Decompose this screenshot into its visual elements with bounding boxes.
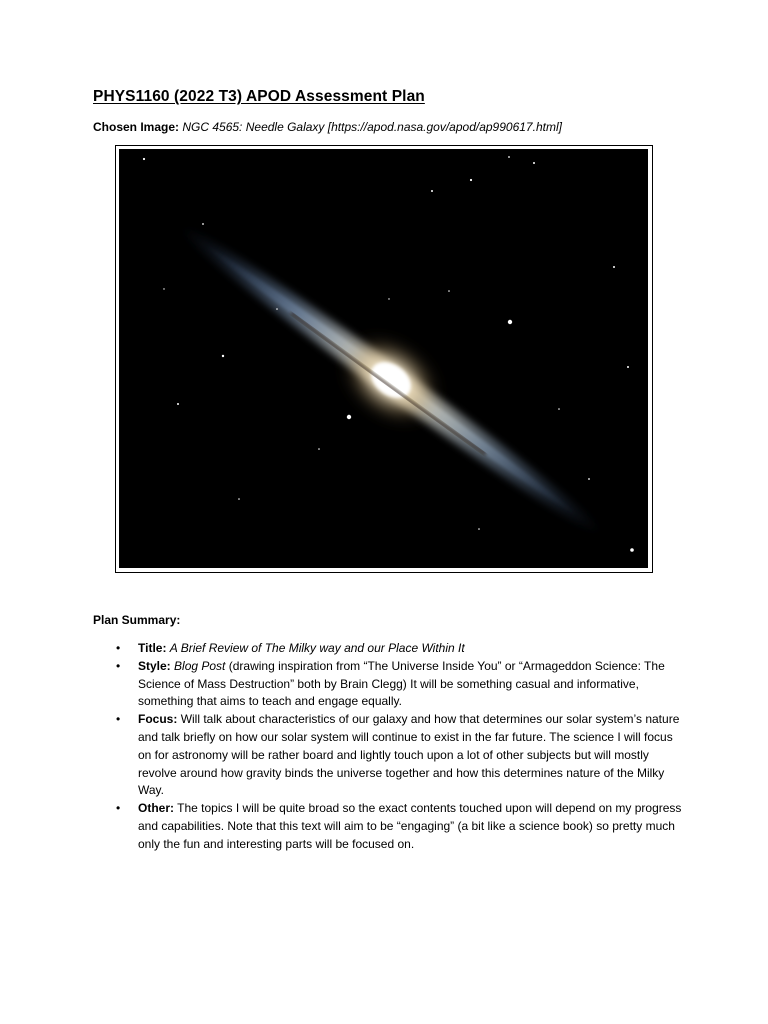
- chosen-image-label: Chosen Image:: [93, 120, 180, 134]
- list-item-title: [116, 640, 686, 658]
- bullet-text: (drawing inspiration from “The Universe Inside You” or “Armageddon Science: The Science of Mass Destruction” both by Brain Clegg) It will be something casual and informative, something that aims to teach and engage equally.: [138, 658, 665, 709]
- plan-summary-heading: Plan Summary:: [93, 613, 181, 627]
- list-item-focus: [116, 711, 686, 800]
- bullet-label: Focus:: [138, 712, 178, 727]
- list-item-other: [116, 800, 686, 853]
- bullet-emphasis: Blog Post: [174, 658, 226, 673]
- bullet-label: Style:: [138, 658, 171, 673]
- list-item-style: [116, 658, 686, 711]
- bullet-emphasis: A Brief Review of The Milky way and our Place Within It: [169, 641, 465, 655]
- document-title: PHYS1160 (2022 T3) APOD Assessment Plan: [93, 88, 425, 105]
- bullet-label: Title:: [138, 641, 167, 655]
- chosen-image-value: NGC 4565: Needle Galaxy [https://apod.nasa.gov/apod/ap990617.html]: [182, 120, 562, 134]
- galaxy-image: [119, 149, 648, 568]
- plan-summary-list: [116, 640, 686, 854]
- bullet-text: The topics I will be quite broad so the exact contents touched upon will depend on my progress and capabilities. Note that this text will aim to be “engaging” (a bit like a science book) so pretty much only the fun and interesting parts will be focused on.: [138, 801, 682, 851]
- bullet-label: Other:: [138, 801, 174, 816]
- chosen-image-line: [93, 120, 562, 134]
- bullet-text: Will talk about characteristics of our galaxy and how that determines our solar system’s nature and talk briefly on how our solar system will continue to exist in the far future. The science I will focus on for astronomy will be rather board and lightly touch upon a lot of other subjects but will mostly revolve around how gravity binds the universe together and how this determines nature of the Milky Way.: [138, 712, 680, 798]
- galaxy-photo: [115, 145, 653, 573]
